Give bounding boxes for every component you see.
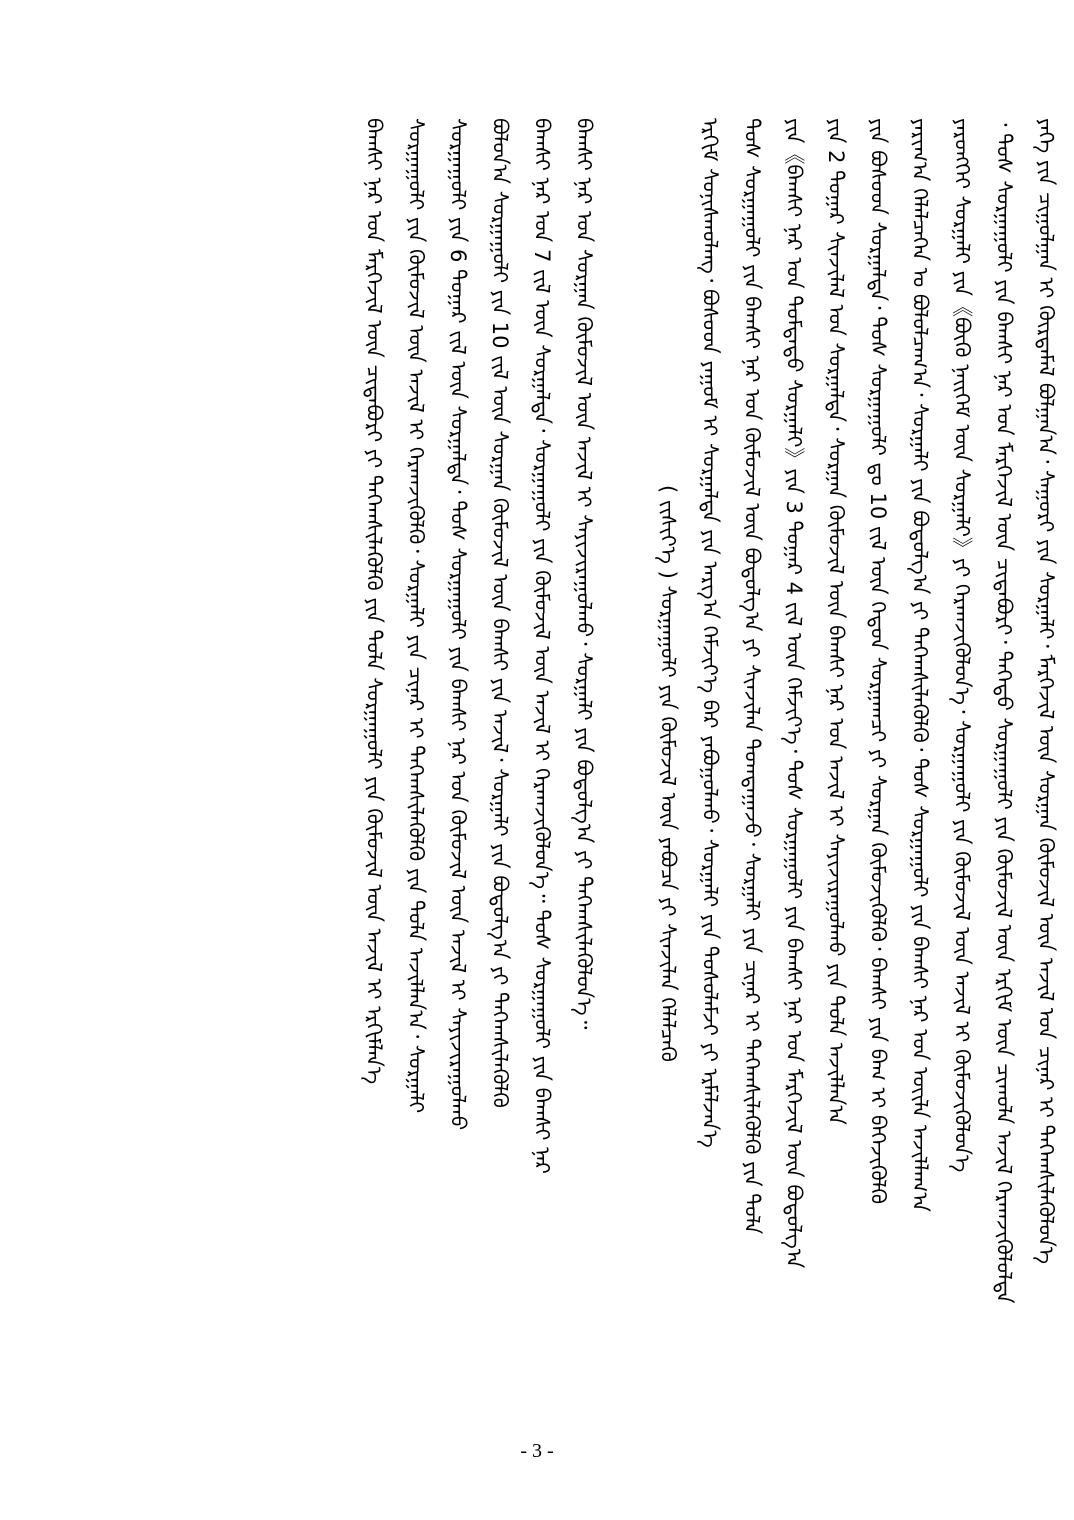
text-column: ᠪᠣᠯᠤᠨ᠎ᠠ ᠰᠤᠷᠭᠠᠭᠤᠯᠢ ᠶᠢᠨ 10 ᠵᠢᠯ ᠦᠨ ᠰᠤᠷᠭᠠᠨ ᠬᠦᠮᠦᠵᠢᠯ ᠦᠨ ᠪᠠᠭᠰᠢ ᠶᠢᠨ ᠠᠵᠢᠯ᠂ ᠰᠤᠷᠭᠠᠯᠢ ᠶᠢᠨ ᠪᠣᠳᠤᠯᠭ᠎ᠠ ᠶᠢ ᠳᠡᠭᠡᠭ᠍ᠰᠢᠯᠡᠭᠦᠯᠬᠦ — [488, 118, 512, 1108]
text-column: ᠶᠡᠬᠡ ᠶᠢᠨ ᠴᠢᠭᠤᠯᠭᠠᠨ ᠢ ᠬᠦᠷᠲᠡᠮᠡᠯ ᠪᠣᠯᠭᠠᠨ᠎ᠠ᠂ ᠰᠠᠭᠤᠷᠢ ᠶᠢᠨ ᠰᠤᠷᠭᠠᠯᠢ᠂ ᠮᠡᠷᠭᠡᠵᠢᠯ ᠦᠨ ᠰᠤᠷᠭᠠᠨ ᠬᠦᠮᠦᠵᠢᠯ ᠦᠨ ᠠᠵᠢᠯ ᠤᠨ ᠴᠢᠨᠠᠷ ᠢ ᠳᠡᠭᠡᠭ᠍ᠰᠢᠯᠡᠭᠦᠯᠦᠨ᠎ᠡ — [1034, 118, 1058, 1265]
text-column: ᠪᠠᠭᠰᠢ ᠨᠠᠷ ᠤᠨ ᠰᠤᠷᠭᠠᠨ ᠬᠦᠮᠦᠵᠢᠯ ᠦᠨ ᠠᠵᠢᠯ ᠢ ᠰᠠᠶᠢᠵᠢᠷᠠᠭᠤᠯᠬᠤ᠂ ᠰᠤᠷᠭᠠᠯᠢ ᠶᠢᠨ ᠪᠣᠳᠤᠯᠭ᠎ᠠ ᠶᠢ ᠳᠡᠭᠡᠭ᠍ᠰᠢᠯᠡᠭᠦᠯᠦᠨ᠎ᠡ᠃ — [572, 118, 596, 1030]
text-column — [612, 118, 640, 1408]
text-column: ᠰᠤᠷᠭᠠᠭᠤᠯᠢ ᠶᠢᠨ ᠬᠦᠮᠦᠵᠢᠯ ᠦᠨ ᠠᠵᠢᠯ ᠢ ᠬᠡᠷᠡᠭ᠍ᠵᠢᠭᠦᠯᠬᠦ᠂ ᠰᠤᠷᠭᠠᠯᠢ ᠶᠢᠨ ᠴᠢᠨᠠᠷ ᠢ ᠳᠡᠭᠡᠭ᠍ᠰᠢᠯᠡᠭᠦᠯᠬᠦ ᠶᠢᠨ ᠲᠤᠯᠠ ᠠᠵᠢᠯᠯᠠᠨ᠎ᠠ᠂ ᠰᠤᠷᠭᠠᠯᠢ — [404, 118, 428, 1114]
section-heading: ( ᠵᠢᠱᠢᠶ᠎ᠡ ) ᠰᠤᠷᠭᠠᠭᠤᠯᠢ ᠶᠢᠨ ᠬᠦᠮᠦᠵᠢᠯ ᠦᠨ ᠶᠠᠪᠤᠴᠠ ᠶᠢ ᠰᠢᠨᠵᠢᠯᠡᠨ ᠬᠡᠯᠡᠯᠴᠡᠬᠦ — [656, 485, 680, 1062]
text-column: ᠶᠢᠨ 2 ᠳᠤᠭᠠᠷ ᠰᠢᠨᠵᠢᠯᠡᠯ ᠤᠨ ᠰᠤᠷᠭᠠᠯᠲᠠ᠂ ᠰᠤᠷᠭᠠᠨ ᠬᠦᠮᠦᠵᠢᠯ ᠦᠨ ᠪᠠᠭᠰᠢ ᠨᠠᠷ ᠤᠨ ᠠᠵᠢᠯ ᠢ ᠰᠠᠶᠢᠵᠢᠷᠠᠭᠤᠯᠬᠤ ᠶᠢᠨ ᠲᠤᠯᠠ ᠠᠵᠢᠯᠯᠠᠨ᠎ᠠ — [824, 118, 848, 1125]
text-column: ᠰᠤᠷᠭᠠᠭᠤᠯᠢ ᠶᠢᠨ 6 ᠳᠤᠭᠠᠷ ᠵᠢᠯ ᠦᠨ ᠰᠤᠷᠭᠠᠯᠲᠠ᠂ ᠲᠤᠰ ᠰᠤᠷᠭᠠᠭᠤᠯᠢ ᠶᠢᠨ ᠪᠠᠭᠰᠢ ᠨᠠᠷ ᠤᠨ ᠬᠦᠮᠦᠵᠢᠯ ᠦᠨ ᠠᠵᠢᠯ ᠢ ᠰᠠᠶᠢᠵᠢᠷᠠᠭᠤᠯᠬᠤ — [446, 118, 470, 1131]
text-column: ᠶᠢᠨ《ᠪᠠᠭᠰᠢ ᠨᠠᠷ ᠤᠨ ᠳᠤᠮᠳᠠᠳᠤ ᠰᠤᠷᠭᠠᠯᠢ》ᠶᠢᠨ 3 ᠳᠤᠭᠠᠷ 4 ᠵᠢᠯ ᠦᠨ ᠬᠡᠮᠵᠢᠶ᠎ᠡ᠂ ᠲᠤᠰ ᠰᠤᠷᠭᠠᠭᠤᠯᠢ ᠶᠢᠨ ᠪᠠᠭᠰᠢ ᠨᠠᠷ ᠤᠨ ᠮᠡᠷᠭᠡᠵᠢᠯ ᠦᠨ ᠪᠣᠳᠤᠯᠭ᠎ᠠ — [782, 118, 806, 1269]
text-column: ᠂ ᠲᠤᠰ ᠰᠤᠷᠭᠠᠭᠤᠯᠢ ᠶᠢᠨ ᠪᠠᠭᠰᠢ ᠨᠠᠷ ᠤᠨ ᠮᠡᠷᠭᠡᠵᠢᠯ ᠦᠨ ᠴᠢᠳᠠᠪᠤᠷᠢ᠂ ᠳᠡᠭᠡᠳᠦ ᠰᠤᠷᠭᠠᠭᠤᠯᠢ ᠶᠢᠨ ᠬᠦᠮᠦᠵᠢᠯ ᠦᠨ ᠡᠷᠬᠢᠮ ᠦᠨ ᠴᠢᠬᠤᠯᠠ ᠠᠵᠢᠯ ᠬᠡᠷᠡᠭ᠍ᠵᠢᠭᠦᠯᠦᠯᠳᠡ — [992, 118, 1016, 1304]
text-column: ᠲᠤᠰ ᠰᠤᠷᠭᠠᠭᠤᠯᠢ ᠶᠢᠨ ᠪᠠᠭᠰᠢ ᠨᠠᠷ ᠤᠨ ᠬᠦᠮᠦᠵᠢᠯ ᠦᠨ ᠪᠣᠳᠤᠯᠭ᠎ᠠ ᠶᠢ ᠰᠢᠨᠵᠢᠯᠡᠨ ᠲᠣᠭᠲᠠᠭᠠᠵᠤ᠂ ᠰᠤᠷᠭᠠᠯᠢ ᠶᠢᠨ ᠴᠢᠨᠠᠷ ᠢ ᠳᠡᠭᠡᠭ᠍ᠰᠢᠯᠡᠭᠦᠯᠬᠦ ᠶᠢᠨ ᠲᠤᠯᠠ — [740, 118, 764, 1235]
text-column: ᠪᠠᠭᠰᠢ ᠨᠠᠷ ᠤᠨ ᠮᠡᠷᠭᠡᠵᠢᠯ ᠦᠨ ᠴᠢᠳᠠᠪᠤᠷᠢ ᠶᠢ ᠳᠡᠭᠡᠭ᠍ᠰᠢᠯᠡᠭᠦᠯᠬᠦ ᠶᠢᠨ ᠲᠤᠯᠠ ᠰᠤᠷᠭᠠᠭᠤᠯᠢ ᠶᠢᠨ ᠬᠦᠮᠦᠵᠢᠯ ᠦᠨ ᠠᠵᠢᠯ ᠢ ᠡᠷᠬᠢᠮᠯᠡᠨ᠎ᠡ — [362, 118, 386, 1085]
text-column: ᠡᠷᠬᠢᠮ ᠰᠣᠨᠢᠰᠬᠤᠯᠠᠩ᠂ ᠪᠤᠰᠤᠳ ᠶᠠᠭᠤᠮ ᠢ ᠰᠤᠷᠭᠠᠯᠲᠠ ᠶᠢᠨ ᠠᠷᠭ᠎ᠠ ᠬᠡᠮᠵᠢᠶ᠎ᠡ ᠪᠡᠷ ᠶᠠᠪᠤᠭᠤᠯᠬᠤ᠂ ᠰᠤᠷᠭᠠᠯᠢ ᠶᠢᠨ ᠲᠤᠰᠤᠯᠠᠮᠵᠢ ᠶᠢ ᠡᠷᠮᠡᠯᠵᠡᠨ᠎ᠡ — [698, 118, 722, 1148]
text-column: ᠶᠢᠨ ᠪᠤᠰᠤᠳ ᠰᠤᠷᠭᠠᠯᠲᠠ᠂ ᠲᠤᠰ ᠰᠤᠷᠭᠠᠭᠤᠯᠢ ᠳᠤ 10 ᠵᠢᠯ ᠦᠨ ᠬᠡᠳᠦᠨ ᠰᠤᠷᠭᠠᠭᠴᠢ ᠶᠢ ᠰᠤᠷᠭᠠᠨ ᠬᠦᠮᠦᠵᠢᠭᠦᠯᠬᠦ᠂ ᠪᠠᠭᠰᠢ ᠶᠢᠨ ᠪᠠᠭ ᠢ ᠪᠡᠬᠡᠵᠢᠭᠦᠯᠬᠦ — [866, 118, 890, 1205]
text-column: ᠪᠠᠭᠰᠢ ᠨᠠᠷ ᠤᠨ 7 ᠵᠢᠯ ᠦᠨ ᠰᠤᠷᠭᠠᠯᠲᠠ᠂ ᠰᠤᠷᠭᠠᠭᠤᠯᠢ ᠶᠢᠨ ᠬᠦᠮᠦᠵᠢᠯ ᠦᠨ ᠠᠵᠢᠯ ᠢ ᠬᠡᠷᠡᠭ᠍ᠵᠢᠭᠦᠯᠦᠨ᠎ᠡ᠃ ᠲᠤᠰ ᠰᠤᠷᠭᠠᠭᠤᠯᠢ ᠶᠢᠨ ᠪᠠᠭᠰᠢ ᠨᠠᠷ — [530, 118, 554, 1174]
text-column: ᠶᠡᠷᠦᠩᠬᠡᠢ ᠰᠤᠷᠭᠠᠯᠢ ᠶᠢᠨ《ᠪᠦᠬᠦ ᠨᠡᠢᠭᠡᠮ ᠦᠨ ᠰᠤᠷᠭᠠᠯᠢ》ᠶᠢ ᠬᠡᠷᠡᠭ᠍ᠵᠢᠭᠦᠯᠦᠨ᠎ᠡ᠂ ᠰᠤᠷᠭᠠᠭᠤᠯᠢ ᠶᠢᠨ ᠬᠦᠮᠦᠵᠢᠯ ᠦᠨ ᠠᠵᠢᠯ ᠢ ᠬᠦᠮᠦᠵᠢᠭᠦᠯᠦᠨ᠎ᠡ — [950, 118, 974, 1173]
page-number: - 3 - — [520, 1440, 554, 1462]
text-column: ᠶᠠᠷᠢᠭ᠎ᠠ ᠬᠡᠯᠡᠯᠴᠡᠭᠡᠨ ᠤ ᠪᠤᠯᠤᠯᠴᠠᠭ᠎ᠠ᠂ ᠰᠤᠷᠭᠠᠯᠢ ᠶᠢᠨ ᠪᠣᠳᠤᠯᠭ᠎ᠠ ᠶᠢ ᠳᠡᠭᠡᠭ᠍ᠰᠢᠯᠡᠭᠦᠯᠬᠦ᠂ ᠲᠤᠰ ᠰᠤᠷᠭᠠᠭᠤᠯᠢ ᠶᠢᠨ ᠪᠠᠭᠰᠢ ᠨᠠᠷ ᠤᠨ ᠦᠢᠯᠡ ᠠᠵᠢᠯᠯᠠᠭ᠎ᠠ — [908, 118, 932, 1212]
